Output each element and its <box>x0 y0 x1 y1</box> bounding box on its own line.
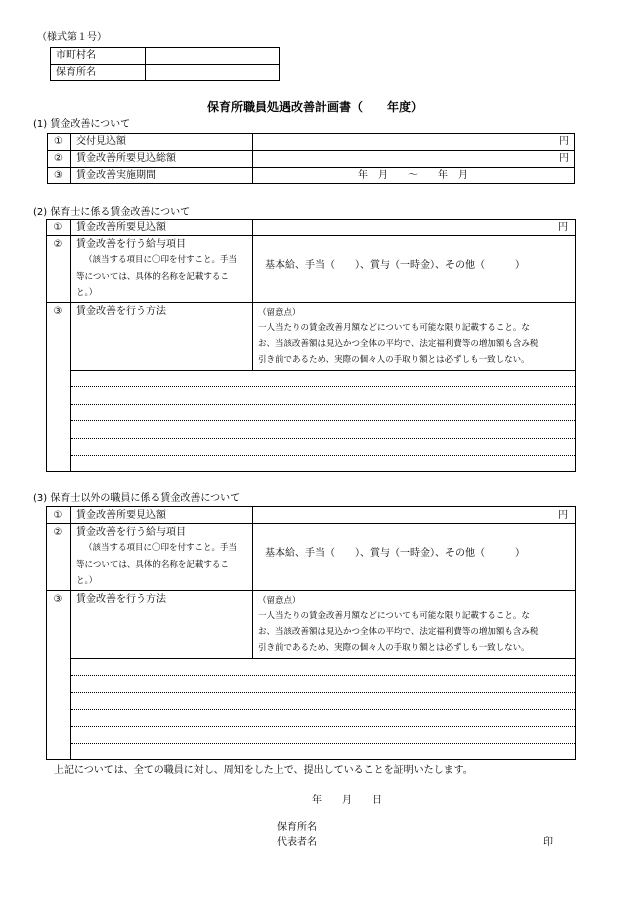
s2-row3-note-title: （留意点） <box>258 308 301 318</box>
signature-rep-label: 代表者名 <box>277 837 317 848</box>
s1-row3-value[interactable]: 年 月 ～ 年 月 <box>358 170 468 181</box>
section1-heading: (1) 賃金改善について <box>33 119 131 130</box>
s1-row2-label: 賃金改善所要見込総額 <box>76 153 176 164</box>
s2-row3-label: 賃金改善を行う方法 <box>76 306 166 317</box>
s2-row2-note-line2: 等については、具体的名称を記載するこ <box>76 272 229 282</box>
seal-mark: 印 <box>543 837 553 848</box>
s2-row1-label: 賃金改善所要見込額 <box>76 222 166 233</box>
municipality-label: 市町村名 <box>56 50 96 61</box>
s2-row3-note-line1: 一人当たりの賃金改善月額などについても可能な限り記載すること。な <box>258 323 530 333</box>
s2-row1-num: ① <box>53 222 63 233</box>
section2-heading: (2) 保育士に係る賃金改善について <box>33 207 191 218</box>
s3-row2-label: 賃金改善を行う給与項目 <box>76 527 186 538</box>
s2-row1-value[interactable]: 円 <box>558 222 568 233</box>
s3-row3-note-line2: お、当該改善額は見込かつ全体の平均で、法定福利費等の増加額も含み税 <box>258 627 539 637</box>
s3-row2-note-line2: 等については、具体的名称を記載するこ <box>76 560 229 570</box>
s1-row3-label: 賃金改善実施期間 <box>76 170 156 181</box>
s3-row3-note-title: （留意点） <box>258 596 301 606</box>
s3-row1-label: 賃金改善所要見込額 <box>76 510 166 521</box>
s2-row2-label: 賃金改善を行う給与項目 <box>76 239 186 250</box>
s2-row2-num: ② <box>53 239 63 250</box>
s3-row2-num: ② <box>53 527 63 538</box>
s2-row3-num: ③ <box>53 306 63 317</box>
s2-method-input-area[interactable] <box>71 371 575 471</box>
s1-row1-num: ① <box>54 136 63 147</box>
signature-nursery-field[interactable] <box>325 820 525 834</box>
municipality-field[interactable] <box>146 48 279 63</box>
s2-row3-note-line3: 引き前であるため、実際の個々人の手取り額とは必ずしも一致しない。 <box>258 355 530 365</box>
s3-row3-note-line3: 引き前であるため、実際の個々人の手取り額とは必ずしも一致しない。 <box>258 643 530 653</box>
nursery-field[interactable] <box>146 65 279 80</box>
s2-row2-value[interactable]: 基本給、手当（ ）、賞与（一時金）、その他（ ） <box>265 260 525 271</box>
s1-row2-value[interactable]: 円 <box>559 153 569 164</box>
s3-row3-num: ③ <box>53 594 63 605</box>
s2-row2-note-line3: と。） <box>76 288 98 298</box>
s3-row3-note-line1: 一人当たりの賃金改善月額などについても可能な限り記載すること。な <box>258 611 530 621</box>
form-number: （様式第１号） <box>37 32 107 43</box>
date-line[interactable]: 年 月 日 <box>312 795 382 806</box>
s3-row2-note-line1: （該当する項目に〇印を付すこと。手当 <box>84 543 238 553</box>
s3-method-input-area[interactable] <box>71 659 575 759</box>
s2-row3-note-line2: お、当該改善額は見込かつ全体の平均で、法定福利費等の増加額も含み税 <box>258 339 539 349</box>
s1-row1-value[interactable]: 円 <box>559 136 569 147</box>
signature-rep-field[interactable] <box>325 835 525 849</box>
s1-row2-num: ② <box>54 153 63 164</box>
page-title: 保育所職員処遇改善計画書（ 年度） <box>206 100 423 114</box>
s3-row2-note-line3: と。） <box>76 576 98 586</box>
certification-text: 上記については、全ての職員に対し、周知をした上で、提出していることを証明いたします。 <box>54 765 473 776</box>
s3-row3-label: 賃金改善を行う方法 <box>76 594 166 605</box>
s1-row3-num: ③ <box>54 170 63 181</box>
s3-row1-value[interactable]: 円 <box>558 510 568 521</box>
s3-row1-num: ① <box>53 510 63 521</box>
s2-row2-note-line1: （該当する項目に〇印を付すこと。手当 <box>84 255 238 265</box>
nursery-label: 保育所名 <box>56 67 96 78</box>
s1-row1-label: 交付見込額 <box>76 136 126 147</box>
s3-row2-value[interactable]: 基本給、手当（ ）、賞与（一時金）、その他（ ） <box>265 548 525 559</box>
signature-nursery-label: 保育所名 <box>277 822 317 833</box>
section3-heading: (3) 保育士以外の職員に係る賃金改善について <box>33 493 241 504</box>
